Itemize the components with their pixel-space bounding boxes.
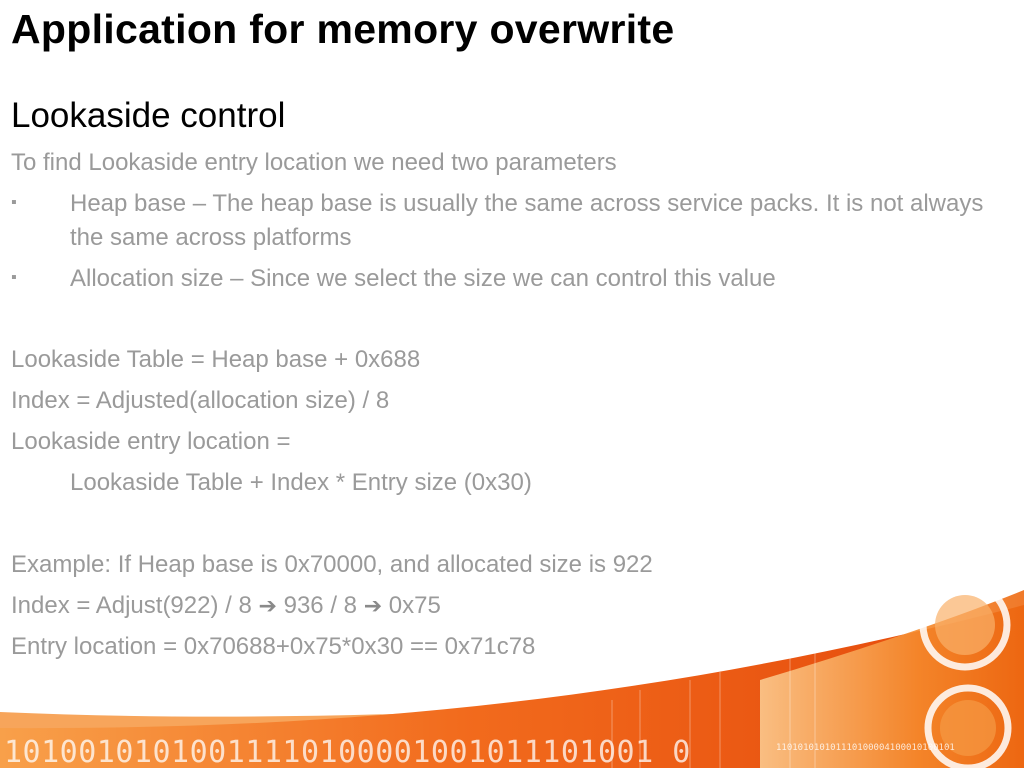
example-index-c: 0x75 — [388, 592, 441, 619]
example-line: Example: If Heap base is 0x70000, and allocated size is 922 — [11, 551, 653, 578]
arrow-right-icon: ➔ — [258, 593, 277, 618]
slide-subtitle: Lookaside control — [11, 96, 286, 135]
example-entry-line: Entry location = 0x70688+0x75*0x30 == 0x71c78 — [11, 633, 536, 660]
formula-line: Lookaside Table = Heap base + 0x688 — [11, 346, 421, 373]
footer-decoration — [0, 560, 1024, 768]
intro-text: To find Lookaside entry location we need two parameters — [11, 149, 617, 176]
binary-text-large: 10100101010011110100001001011101001 0 — [4, 735, 691, 768]
arrow-right-icon: ➔ — [363, 593, 383, 618]
slide-title: Application for memory overwrite — [11, 6, 675, 52]
bullet-marker: ▪ — [11, 269, 17, 286]
formula-line: Lookaside entry location = — [11, 428, 291, 455]
formula-indent-line: Lookaside Table + Index * Entry size (0x30) — [70, 469, 532, 496]
binary-text-small: 110101010101110100004100010100101 — [776, 743, 955, 753]
bullet-marker: ▪ — [11, 194, 17, 211]
bullet-heap-base: Heap base – The heap base is usually the same across service packs. It is not always the same across platforms — [70, 190, 984, 251]
formula-line: Index = Adjusted(allocation size) / 8 — [11, 387, 390, 414]
bullet-allocation-size: Allocation size – Since we select the size we can control this value — [70, 265, 776, 292]
example-index-b: 936 / 8 — [283, 592, 358, 619]
example-index-a: Index = Adjust(922) / 8 — [11, 592, 252, 619]
decor-circle — [935, 595, 995, 655]
